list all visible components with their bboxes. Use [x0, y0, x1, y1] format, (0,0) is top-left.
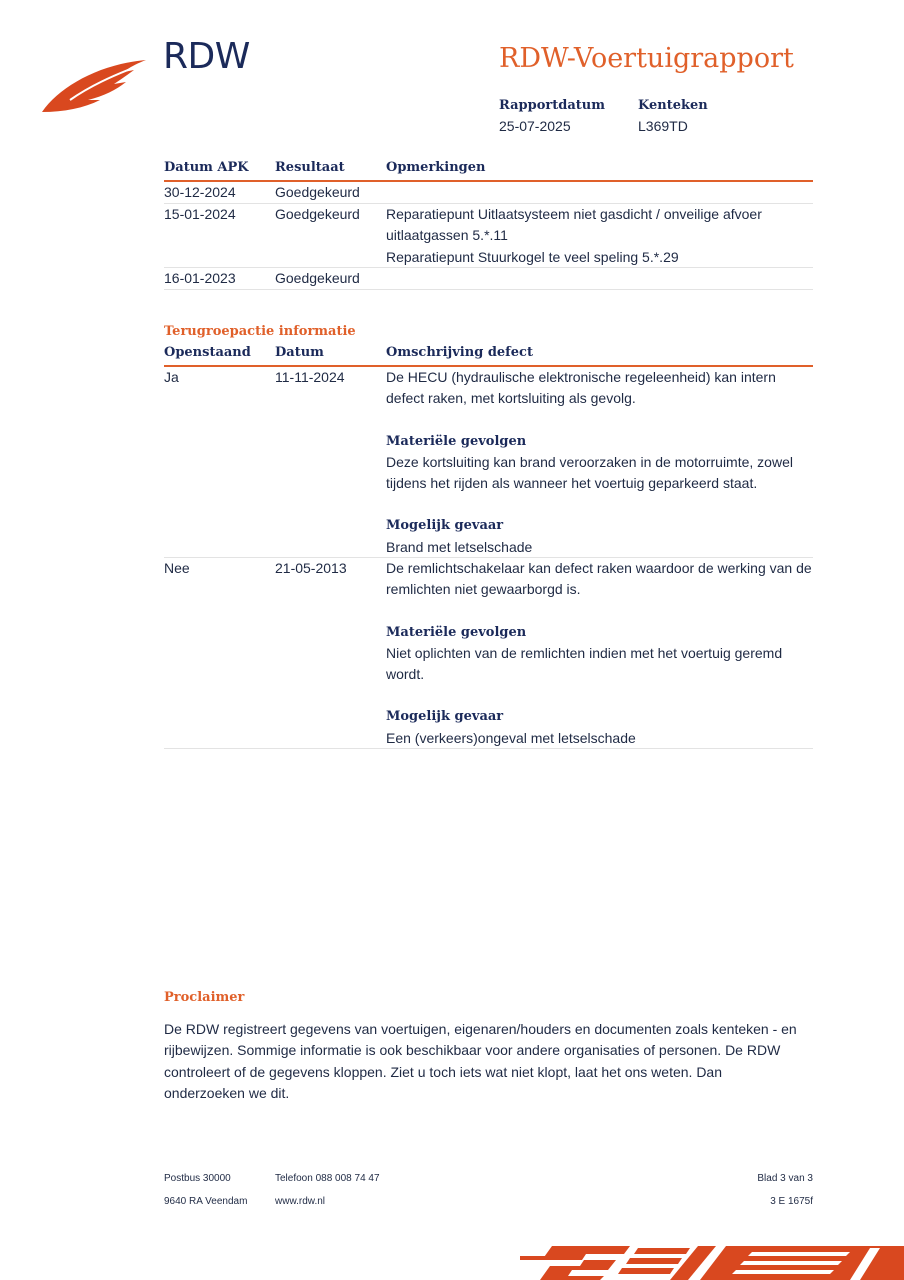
kenteken-label: Kenteken	[638, 98, 708, 113]
proclaimer-title: Proclaimer	[164, 990, 245, 1005]
rdw-logo-icon	[40, 56, 150, 116]
table-row	[164, 268, 813, 290]
recall-date: 21-05-2013	[275, 560, 347, 576]
table-row	[164, 204, 813, 268]
logo-text: RDW	[163, 36, 250, 77]
apk-header-result: Resultaat	[275, 160, 345, 175]
danger-label: Mogelijk gevaar	[386, 709, 504, 725]
apk-header-date: Datum APK	[164, 160, 249, 175]
apk-table	[164, 160, 813, 290]
consequences-label: Materiële gevolgen	[386, 624, 527, 640]
apk-table-header	[164, 160, 813, 182]
decorative-stripes-icon	[520, 1244, 904, 1280]
footer-address-line2: 9640 RA Veendam	[164, 1196, 248, 1207]
consequences-text: Deze kortsluiting kan brand veroorzaken in de motorruimte, zowel tijdens het rijden als wanneer het voertuig geparkeerd staat.	[386, 453, 793, 492]
consequences-text: Niet oplichten van de remlichten indien met het voertuig geremd wordt.	[386, 644, 783, 683]
danger-label: Mogelijk gevaar	[386, 518, 504, 534]
kenteken-value: L369TD	[638, 118, 688, 134]
recall-title: Terugroepactie informatie	[164, 324, 356, 339]
apk-date: 15-01-2024	[164, 206, 236, 222]
footer-phone: Telefoon 088 008 74 47	[275, 1173, 380, 1184]
rapportdatum-value: 25-07-2025	[499, 118, 571, 134]
recall-table	[164, 345, 813, 749]
apk-header-remarks: Opmerkingen	[386, 160, 486, 175]
recall-header-description: Omschrijving defect	[386, 345, 533, 360]
recall-description: De HECU (hydraulische elektronische regeleenheid) kan intern defect raken, met kortsluiting als gevolg.	[386, 369, 776, 407]
recall-header-open: Openstaand	[164, 345, 251, 360]
consequences-label: Materiële gevolgen	[386, 433, 527, 449]
recall-description-cell	[386, 558, 813, 749]
footer-code: 3 E 1675f	[770, 1196, 813, 1207]
recall-header-date: Datum	[275, 345, 324, 360]
table-row	[164, 182, 813, 204]
apk-remark: Reparatiepunt Stuurkogel te veel speling 5.*.29	[386, 248, 679, 265]
recall-table-header	[164, 345, 813, 367]
proclaimer-text: De RDW registreert gegevens van voertuigen, eigenaren/houders en documenten zoals kenteken - en rijbewijzen. Sommige informatie is ook beschikbaar voor andere organisaties of personen. De RDW controleert of de gegevens kloppen. Ziet u toch iets wat niet klopt, laat het ons weten. Dan onderzoeken we dit.	[164, 1021, 797, 1101]
footer-page-number: Blad 3 van 3	[757, 1173, 813, 1184]
apk-result: Goedgekeurd	[275, 184, 360, 200]
table-row	[164, 558, 813, 749]
recall-open: Ja	[164, 369, 179, 385]
table-row	[164, 367, 813, 558]
apk-remark: Reparatiepunt Uitlaatsysteem niet gasdicht / onveilige afvoer uitlaatgassen 5.*.11	[386, 206, 762, 244]
apk-result: Goedgekeurd	[275, 206, 360, 222]
apk-result: Goedgekeurd	[275, 270, 360, 286]
footer-address-line1: Postbus 30000	[164, 1173, 231, 1184]
recall-description-cell	[386, 367, 813, 558]
apk-date: 16-01-2023	[164, 270, 236, 286]
recall-open: Nee	[164, 560, 190, 576]
recall-description: De remlichtschakelaar kan defect raken waardoor de werking van de remlichten niet gewaarborgd is.	[386, 560, 812, 598]
apk-remarks	[386, 204, 813, 268]
report-title: RDW-Voertuigrapport	[499, 43, 794, 74]
footer-website[interactable]: www.rdw.nl	[275, 1196, 326, 1207]
rapportdatum-label: Rapportdatum	[499, 98, 605, 113]
danger-text: Brand met letselschade	[386, 538, 533, 555]
recall-date: 11-11-2024	[275, 369, 345, 385]
danger-text: Een (verkeers)ongeval met letselschade	[386, 729, 636, 746]
apk-date: 30-12-2024	[164, 184, 236, 200]
